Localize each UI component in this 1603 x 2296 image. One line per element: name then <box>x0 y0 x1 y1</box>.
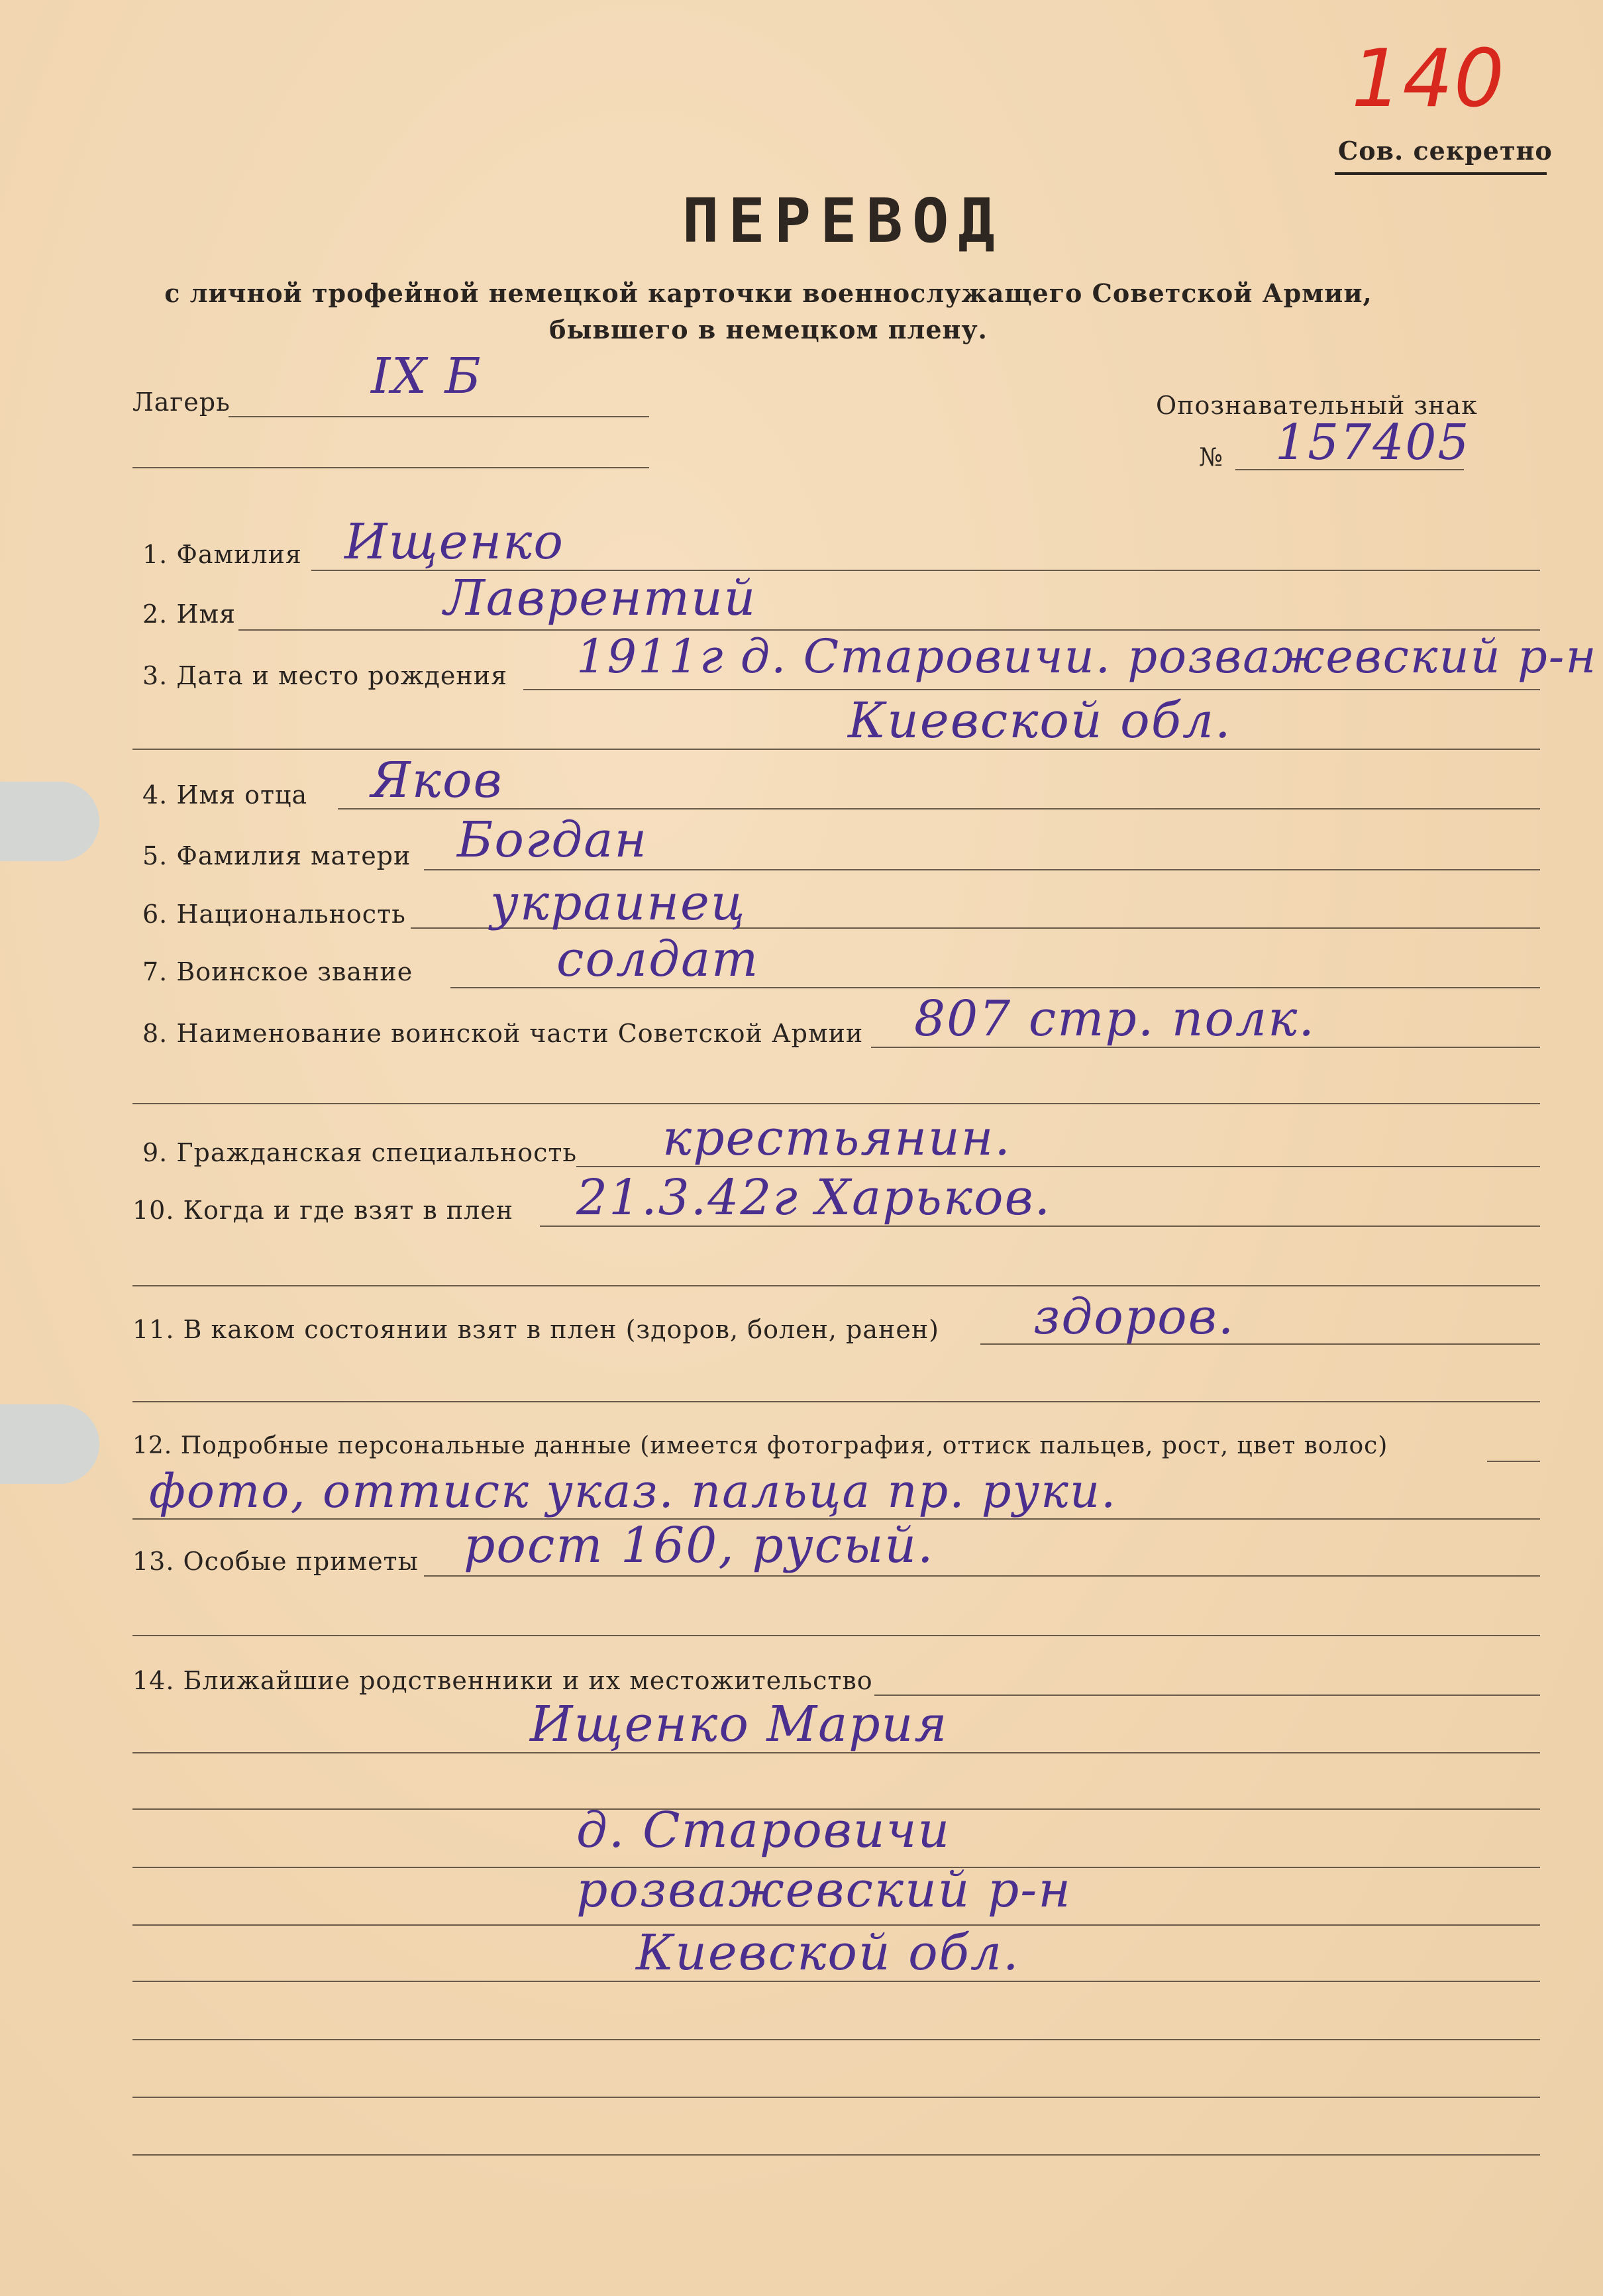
field-4-label: 4. Имя отца <box>142 780 308 809</box>
field-8-value: 807 стр. полк. <box>914 990 1316 1047</box>
field-14-line <box>874 1695 1540 1696</box>
camp-line <box>229 416 649 417</box>
field-2-label: 2. Имя <box>142 600 236 629</box>
torn-hole-lower <box>0 1404 99 1484</box>
field-7-value: солдат <box>556 931 760 988</box>
field-4-line <box>338 808 1540 809</box>
field-3-label: 3. Дата и место рождения <box>142 661 508 690</box>
field-13-value: рост 160, русый. <box>464 1517 935 1574</box>
field-14-line-6 <box>132 1981 1540 1982</box>
camp-label: Лагерь <box>132 388 231 417</box>
field-5-value: Богдан <box>457 811 648 868</box>
field-10-label: 10. Когда и где взят в плен <box>132 1196 514 1225</box>
subtitle-line1: с личной трофейной немецкой карточки военнослужащего Советской Армии, <box>164 278 1372 308</box>
field-3-line-2 <box>132 749 1540 750</box>
field-1-value: Ищенко <box>344 513 564 570</box>
camp-value: IX Б <box>371 348 482 405</box>
field-13-label: 13. Особые приметы <box>132 1547 419 1576</box>
id-mark-label: Опознавательный знак <box>1156 391 1478 420</box>
field-10-value: 21.3.42г Харьков. <box>576 1169 1052 1226</box>
field-8-line-2 <box>132 1103 1540 1104</box>
field-3-value: 1911г д. Старовичи. розважевский р-н <box>576 629 1598 684</box>
field-14-line-8 <box>132 2097 1540 2098</box>
field-10-line-2 <box>132 1285 1540 1286</box>
subtitle-line2: бывшего в немецком плену. <box>549 315 988 344</box>
field-5-line <box>424 869 1540 870</box>
torn-hole-upper <box>0 782 99 861</box>
field-4-value: Яков <box>371 752 503 809</box>
field-12-line <box>1487 1461 1540 1462</box>
field-9-value: крестьянин. <box>662 1110 1011 1167</box>
field-11-value: здоров. <box>1033 1288 1235 1345</box>
field-11-line-2 <box>132 1401 1540 1402</box>
field-3-line <box>523 689 1540 690</box>
field-2-value: Лаврентий <box>444 570 757 627</box>
field-5-label: 5. Фамилия матери <box>142 841 411 870</box>
id-number-value: 157405 <box>1275 414 1471 471</box>
field-6-label: 6. Национальность <box>142 900 406 929</box>
field-14-line-7 <box>132 2039 1540 2040</box>
page-number: 140 <box>1351 33 1506 125</box>
field-11-label: 11. В каком состоянии взят в плен (здоров, болен, ранен) <box>132 1315 940 1344</box>
camp-line-2 <box>132 467 649 468</box>
id-number-prefix: № <box>1199 443 1223 472</box>
field-14-label: 14. Ближайшие родственники и их местожительство <box>132 1666 873 1695</box>
field-9-label: 9. Гражданская специальность <box>142 1138 578 1167</box>
field-14-line-3 <box>132 1808 1540 1810</box>
field-14-value-3: розважевский р-н <box>576 1861 1072 1918</box>
field-14-line-9 <box>132 2154 1540 2156</box>
field-14-value: Ищенко Мария <box>530 1696 949 1753</box>
document-title: ПЕРЕВОД <box>682 185 1004 256</box>
classification-stamp: Сов. секретно <box>1338 136 1553 166</box>
field-14-line-2 <box>132 1752 1540 1753</box>
classification-underline <box>1335 172 1547 175</box>
field-13-line-2 <box>132 1635 1540 1636</box>
field-7-label: 7. Воинское звание <box>142 957 413 986</box>
field-14-value-4: Киевской обл. <box>636 1924 1020 1981</box>
field-3-value-2: Киевской обл. <box>848 692 1232 749</box>
field-8-label: 8. Наименование воинской части Советской Армии <box>142 1019 864 1048</box>
field-13-line <box>424 1575 1540 1577</box>
field-12-value: фото, оттиск указ. пальца пр. руки. <box>149 1464 1117 1518</box>
field-6-value: украинец <box>490 874 747 931</box>
field-1-label: 1. Фамилия <box>142 540 302 569</box>
field-12-label: 12. Подробные персональные данные (имеется фотография, оттиск пальцев, рост, цвет волос) <box>132 1432 1388 1459</box>
field-14-value-2: д. Старовичи <box>576 1802 951 1859</box>
